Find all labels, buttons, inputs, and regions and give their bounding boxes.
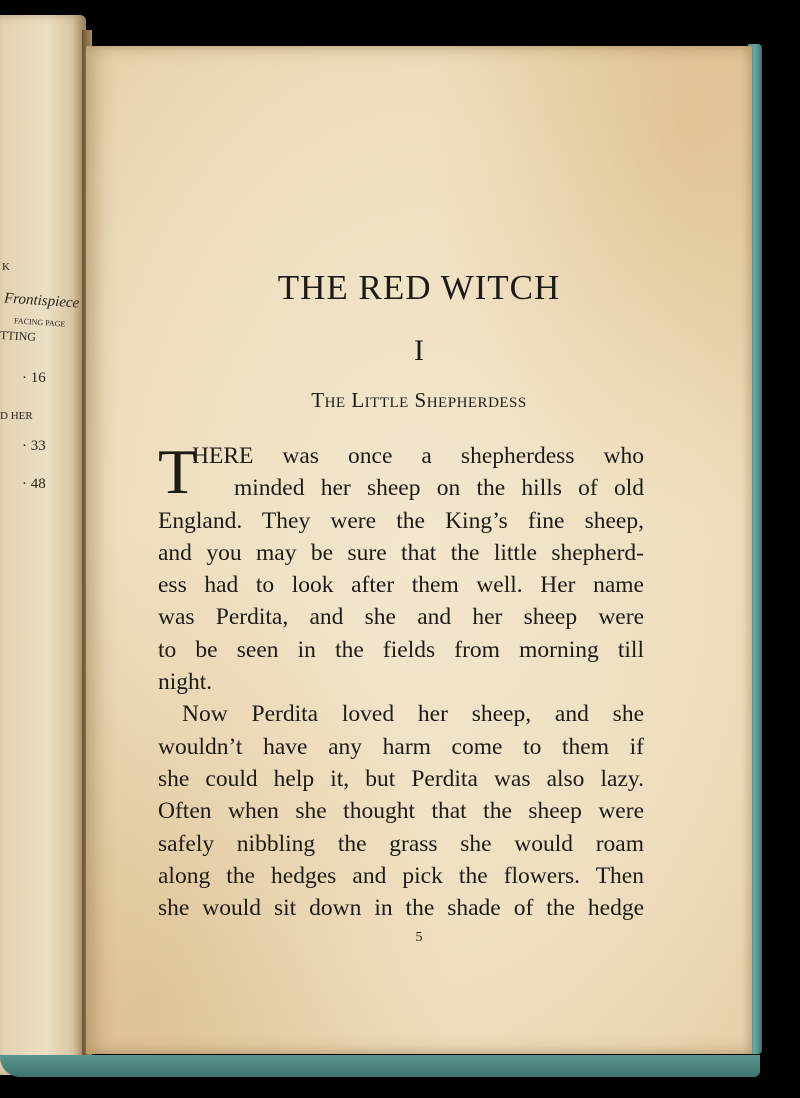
page-number: 5 (415, 930, 423, 945)
text-line: England. They were the King’s fine sheep, (158, 507, 644, 534)
text-line: she would sit down in the shade of the hedge (158, 895, 644, 922)
left-fragment: D HER (0, 410, 33, 422)
left-fragment: Frontispiece (3, 290, 80, 312)
body-text (158, 436, 644, 924)
text-line: to be seen in the fields from morning till (158, 636, 644, 663)
text-line: minded her sheep on the hills of old (234, 475, 644, 502)
right-page (86, 46, 752, 1054)
text-line: Now Perdita loved her sheep, and she (182, 701, 644, 728)
left-fragment: · 16 (22, 370, 46, 386)
left-fragment: TTING (0, 328, 37, 344)
left-fragment: FACING PAGE (13, 316, 66, 329)
text-line: was Perdita, and she and her sheep were (158, 604, 644, 631)
chapter-number: I (414, 334, 424, 367)
left-fragment: K (2, 261, 10, 273)
text-line: she could help it, but Perdita was also lazy. (158, 765, 644, 792)
text-line: along the hedges and pick the flowers. Then (158, 862, 644, 889)
drop-cap: T (158, 436, 198, 507)
text-line: safely nibbling the grass she would roam (158, 830, 644, 857)
text-line: wouldn’t have any harm come to them if (158, 733, 644, 760)
cover-bottom (0, 1055, 760, 1077)
text-line: HERE was once a shepherdess who (192, 443, 644, 469)
text-line: and you may be sure that the little shepherd- (158, 539, 644, 566)
left-page (0, 15, 86, 1075)
left-fragment: · 48 (22, 476, 46, 492)
text-line: Often when she thought that the sheep were (158, 798, 644, 825)
book-title: THE RED WITCH (277, 268, 561, 307)
left-fragment: · 33 (22, 438, 46, 454)
text-line: night. (158, 669, 213, 696)
chapter-title: The Little Shepherdess (311, 388, 527, 412)
text-line: ess had to look after them well. Her name (158, 572, 644, 599)
